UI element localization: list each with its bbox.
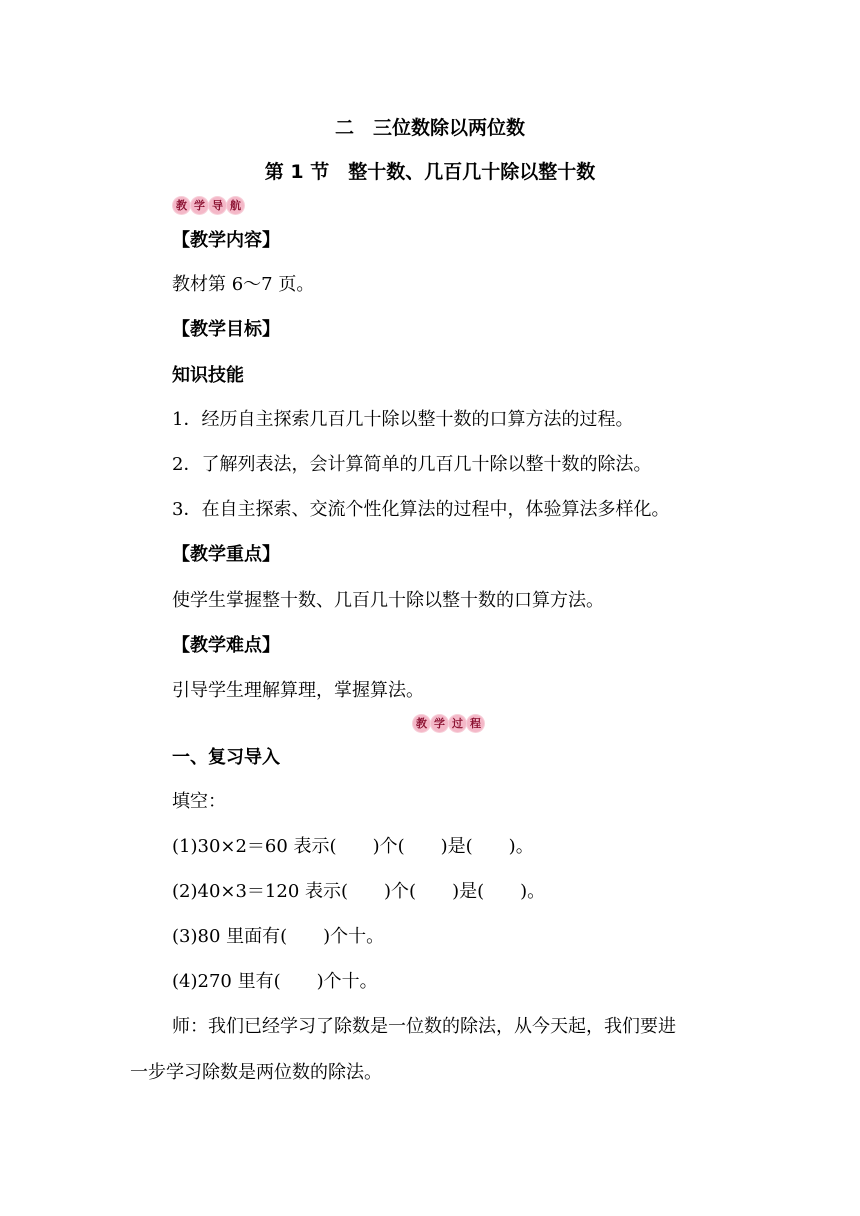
goal-item-3: 3．在自主探索、交流个性化算法的过程中，体验算法多样化。: [172, 499, 670, 520]
teacher-remark-line-2: 一步学习除数是两位数的除法。: [130, 1062, 382, 1083]
section-title: 第 1 节 整十数、几百几十除以整十数: [264, 161, 596, 183]
question-2: (2)40×3＝120 表示( )个( )是( )。: [172, 881, 546, 902]
question-1: (1)30×2＝60 表示( )个( )是( )。: [172, 836, 534, 857]
teaching-content-text: 教材第 6～7 页。: [172, 274, 315, 295]
heading-teaching-content: 【教学内容】: [172, 230, 280, 251]
question-4: (4)270 里有( )个十。: [172, 971, 378, 992]
question-3: (3)80 里面有( )个十。: [172, 926, 385, 947]
goal-item-2: 2．了解列表法，会计算简单的几百几十除以整十数的除法。: [172, 454, 652, 475]
heading-difficult-points: 【教学难点】: [172, 635, 280, 656]
heading-review-intro: 一、复习导入: [172, 747, 280, 768]
teaching-process-badge: [410, 713, 487, 733]
badge-char: 导: [209, 197, 226, 214]
badge-char: 过: [449, 715, 466, 732]
heading-teaching-goals: 【教学目标】: [172, 319, 280, 340]
heading-key-points: 【教学重点】: [172, 544, 280, 565]
goal-item-1: 1．经历自主探索几百几十除以整十数的口算方法的过程。: [172, 409, 634, 430]
fill-blank-label: 填空：: [172, 791, 226, 812]
teacher-remark-line-1: 师：我们已经学习了除数是一位数的除法，从今天起，我们要进: [172, 1016, 676, 1037]
badge-char: 教: [173, 197, 190, 214]
badge-char: 程: [467, 715, 484, 732]
badge-char: 教: [413, 715, 430, 732]
difficult-points-text: 引导学生理解算理，掌握算法。: [172, 680, 424, 701]
badge-char: 学: [431, 715, 448, 732]
badge-char: 航: [227, 197, 244, 214]
skills-label: 知识技能: [172, 365, 244, 386]
badge-char: 学: [191, 197, 208, 214]
chapter-title: 二 三位数除以两位数: [334, 117, 525, 139]
teaching-guide-badge: [170, 195, 247, 215]
key-points-text: 使学生掌握整十数、几百几十除以整十数的口算方法。: [172, 590, 604, 611]
